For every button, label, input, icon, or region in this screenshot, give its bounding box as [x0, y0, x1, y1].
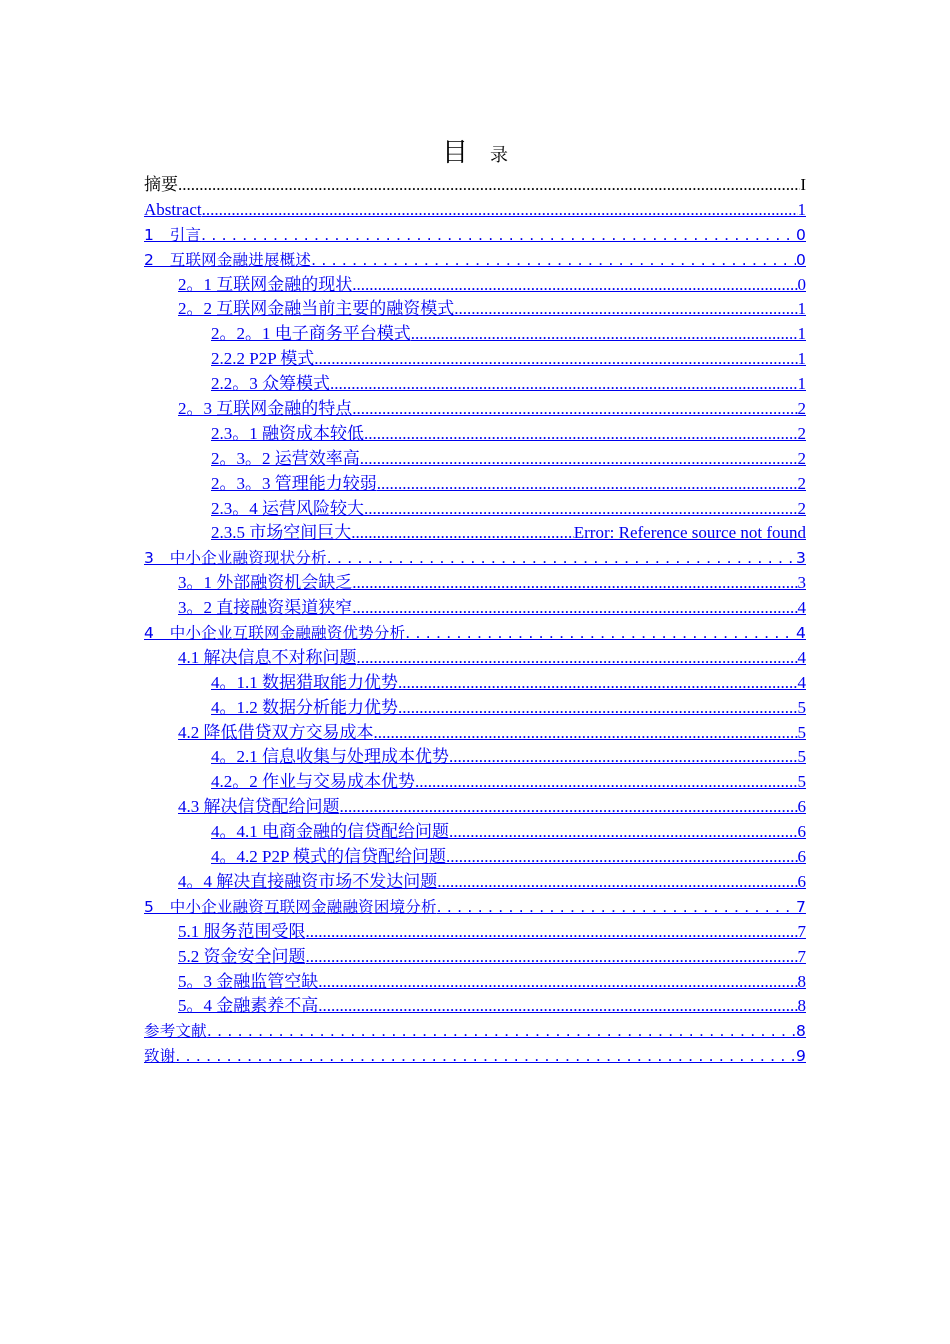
- toc-entry[interactable]: [144, 497, 806, 522]
- toc-dot-leader: [374, 721, 798, 746]
- toc-entry-label: 5.1 服务范围受限: [178, 921, 306, 941]
- toc-entry-page: 0: [795, 250, 806, 269]
- toc-entry-page: 8: [795, 1022, 806, 1041]
- toc-entry-page: 2: [797, 423, 806, 443]
- toc-dot-leader: [201, 223, 796, 248]
- toc-entry[interactable]: [144, 920, 806, 945]
- toc-entry-page: I: [800, 175, 806, 194]
- toc-entry-page: 7: [795, 897, 806, 916]
- toc-entry-label: 2。3 互联网金融的特点: [178, 399, 353, 419]
- toc-entry-label: 5.2 资金安全问题: [178, 946, 306, 966]
- toc-entry-label: 2.3。1 融资成本较低: [211, 423, 364, 443]
- toc-heading: [0, 132, 950, 169]
- toc-entry-page: 5: [797, 722, 806, 742]
- table-of-contents: [144, 173, 806, 1069]
- toc-entry-label: 2。3。3 管理能力较弱: [211, 473, 377, 493]
- toc-entry-page: 2: [797, 498, 806, 518]
- toc-dot-leader: [327, 546, 796, 571]
- toc-entry[interactable]: [144, 546, 806, 571]
- toc-entry[interactable]: [144, 372, 806, 397]
- toc-entry[interactable]: [144, 447, 806, 472]
- toc-entry[interactable]: [144, 870, 806, 895]
- toc-dot-leader: [351, 521, 574, 546]
- toc-entry[interactable]: [144, 721, 806, 746]
- toc-dot-leader: [449, 745, 798, 770]
- toc-entry-page: 1: [797, 374, 806, 394]
- toc-dot-leader: [377, 472, 798, 497]
- toc-entry-label: 4 中小企业互联网金融融资优势分析: [144, 624, 406, 643]
- toc-entry[interactable]: [144, 696, 806, 721]
- toc-entry-page: 7: [797, 946, 806, 966]
- toc-dot-leader: [411, 322, 798, 347]
- toc-entry-label: 2。2 互联网金融当前主要的融资模式: [178, 299, 455, 319]
- toc-entry-label: 4。4.1 电商金融的信贷配给问题: [211, 822, 449, 842]
- toc-dot-leader: [398, 696, 798, 721]
- toc-entry-page: 4: [797, 672, 806, 692]
- toc-entry-label: 2。1 互联网金融的现状: [178, 274, 353, 294]
- toc-entry[interactable]: [144, 397, 806, 422]
- toc-entry-page: 6: [797, 847, 806, 867]
- toc-dot-leader: [175, 1044, 796, 1069]
- toc-dot-leader: [405, 621, 796, 646]
- toc-entry[interactable]: [144, 994, 806, 1019]
- toc-entry-page: 8: [797, 996, 806, 1016]
- toc-entry-page: 1: [797, 324, 806, 344]
- toc-entry-label: 2.2。3 众筹模式: [211, 374, 330, 394]
- toc-dot-leader: [352, 571, 797, 596]
- toc-entry-label: 4。1.2 数据分析能力优势: [211, 697, 398, 717]
- toc-dot-leader: [446, 845, 797, 870]
- toc-entry-label: 4。4.2 P2P 模式的信贷配给问题: [211, 847, 447, 867]
- toc-entry[interactable]: [144, 820, 806, 845]
- toc-entry-label: 5 中小企业融资互联网金融融资困境分析: [144, 897, 437, 916]
- toc-dot-leader: [178, 173, 800, 198]
- toc-entry[interactable]: [144, 745, 806, 770]
- toc-entry-label: 1 引言: [144, 225, 202, 244]
- toc-dot-leader: [318, 970, 797, 995]
- toc-dot-leader: [437, 870, 797, 895]
- toc-entry-page: 4: [795, 624, 806, 643]
- toc-entry-page: 4: [797, 598, 806, 618]
- toc-dot-leader: [306, 920, 798, 945]
- toc-entry-label: Abstract: [144, 199, 202, 219]
- toc-entry-page: 5: [797, 697, 806, 717]
- toc-entry-label: 4。2.1 信息收集与处理成本优势: [211, 747, 449, 767]
- toc-dot-leader: [357, 646, 798, 671]
- toc-entry-label: 4.1 解决信息不对称问题: [178, 647, 357, 667]
- toc-entry-label: 3。1 外部融资机会缺乏: [178, 573, 353, 593]
- toc-heading-second: 录: [490, 145, 508, 166]
- toc-entry[interactable]: [144, 472, 806, 497]
- toc-entry-label: 2.3。4 运营风险较大: [211, 498, 364, 518]
- toc-entry-label: 摘要: [144, 175, 178, 194]
- toc-entry-page: 1: [797, 349, 806, 369]
- toc-entry-page: 5: [797, 747, 806, 767]
- toc-entry-page: 3: [797, 573, 806, 593]
- toc-entry-label: 4.3 解决信贷配给问题: [178, 797, 340, 817]
- toc-entry-label: 4.2。2 作业与交易成本优势: [211, 772, 415, 792]
- toc-dot-leader: [352, 397, 797, 422]
- toc-dot-leader: [364, 422, 798, 447]
- toc-entry-label: 2 互联网金融进展概述: [144, 250, 312, 269]
- toc-entry[interactable]: [144, 596, 806, 621]
- toc-entry-label: 2.3.5 市场空间巨大: [211, 523, 352, 543]
- toc-entry[interactable]: [144, 795, 806, 820]
- toc-entry[interactable]: [144, 273, 806, 298]
- toc-entry[interactable]: [144, 1019, 806, 1044]
- toc-entry-page: 1: [797, 199, 806, 219]
- toc-dot-leader: [202, 198, 798, 223]
- toc-entry[interactable]: [144, 845, 806, 870]
- toc-dot-leader: [318, 994, 797, 1019]
- toc-entry-label: 3。2 直接融资渠道狭窄: [178, 598, 353, 618]
- toc-dot-leader: [314, 347, 797, 372]
- toc-dot-leader: [449, 820, 798, 845]
- toc-entry[interactable]: [144, 521, 806, 546]
- toc-entry-label: 5。4 金融素养不高: [178, 996, 319, 1016]
- toc-dot-leader: [352, 596, 797, 621]
- toc-entry-page: 4: [797, 647, 806, 667]
- toc-entry[interactable]: [144, 770, 806, 795]
- toc-entry[interactable]: [144, 671, 806, 696]
- toc-entry[interactable]: [144, 646, 806, 671]
- toc-entry-label: 2。3。2 运营效率高: [211, 448, 360, 468]
- toc-dot-leader: [398, 671, 798, 696]
- toc-dot-leader: [207, 1019, 796, 1044]
- toc-dot-leader: [437, 895, 796, 920]
- toc-entry[interactable]: [144, 248, 806, 273]
- toc-entry[interactable]: [144, 571, 806, 596]
- toc-entry-label: 3 中小企业融资现状分析: [144, 549, 327, 568]
- toc-entry-label: 4。4 解决直接融资市场不发达问题: [178, 871, 438, 891]
- toc-dot-leader: [360, 447, 798, 472]
- toc-entry-label: 5。3 金融监管空缺: [178, 971, 319, 991]
- toc-entry[interactable]: [144, 422, 806, 447]
- toc-entry-page: 6: [797, 797, 806, 817]
- toc-entry-page: 6: [797, 822, 806, 842]
- toc-entry[interactable]: [144, 322, 806, 347]
- toc-entry-page: 6: [797, 871, 806, 891]
- toc-entry[interactable]: [144, 297, 806, 322]
- toc-entry-page: 5: [797, 772, 806, 792]
- toc-entry-page: 0: [797, 274, 806, 294]
- toc-heading-main: 目: [441, 138, 468, 168]
- toc-dot-leader: [454, 297, 797, 322]
- toc-entry-page: 1: [797, 299, 806, 319]
- toc-entry-label: 4。1.1 数据猎取能力优势: [211, 672, 398, 692]
- toc-entry-label: 2.2.2 P2P 模式: [211, 349, 315, 369]
- toc-dot-leader: [340, 795, 798, 820]
- toc-entry[interactable]: [144, 1044, 806, 1069]
- toc-entry-label: 2。2。1 电子商务平台模式: [211, 324, 411, 344]
- toc-entry[interactable]: [144, 223, 806, 248]
- toc-entry-page: 0: [795, 225, 806, 244]
- toc-entry-page: 9: [795, 1047, 806, 1066]
- toc-entry-page: 3: [795, 549, 806, 568]
- toc-entry[interactable]: [144, 970, 806, 995]
- toc-entry[interactable]: [144, 347, 806, 372]
- toc-dot-leader: [352, 273, 797, 298]
- toc-entry-label: 致谢: [144, 1047, 176, 1066]
- toc-entry-label: 4.2 降低借贷双方交易成本: [178, 722, 374, 742]
- toc-entry-page: Error: Reference source not found: [573, 523, 806, 543]
- toc-entry-page: 7: [797, 921, 806, 941]
- toc-dot-leader: [330, 372, 798, 397]
- toc-entry-page: 8: [797, 971, 806, 991]
- toc-entry[interactable]: [144, 945, 806, 970]
- toc-dot-leader: [306, 945, 798, 970]
- toc-entry-page: 2: [797, 473, 806, 493]
- toc-entry: [144, 173, 806, 198]
- toc-dot-leader: [415, 770, 798, 795]
- toc-dot-leader: [311, 248, 796, 273]
- toc-entry-page: 2: [797, 399, 806, 419]
- toc-entry[interactable]: [144, 621, 806, 646]
- toc-entry-label: 参考文献: [144, 1022, 207, 1041]
- toc-entry[interactable]: [144, 198, 806, 223]
- toc-entry[interactable]: [144, 895, 806, 920]
- toc-entry-page: 2: [797, 448, 806, 468]
- toc-dot-leader: [364, 497, 798, 522]
